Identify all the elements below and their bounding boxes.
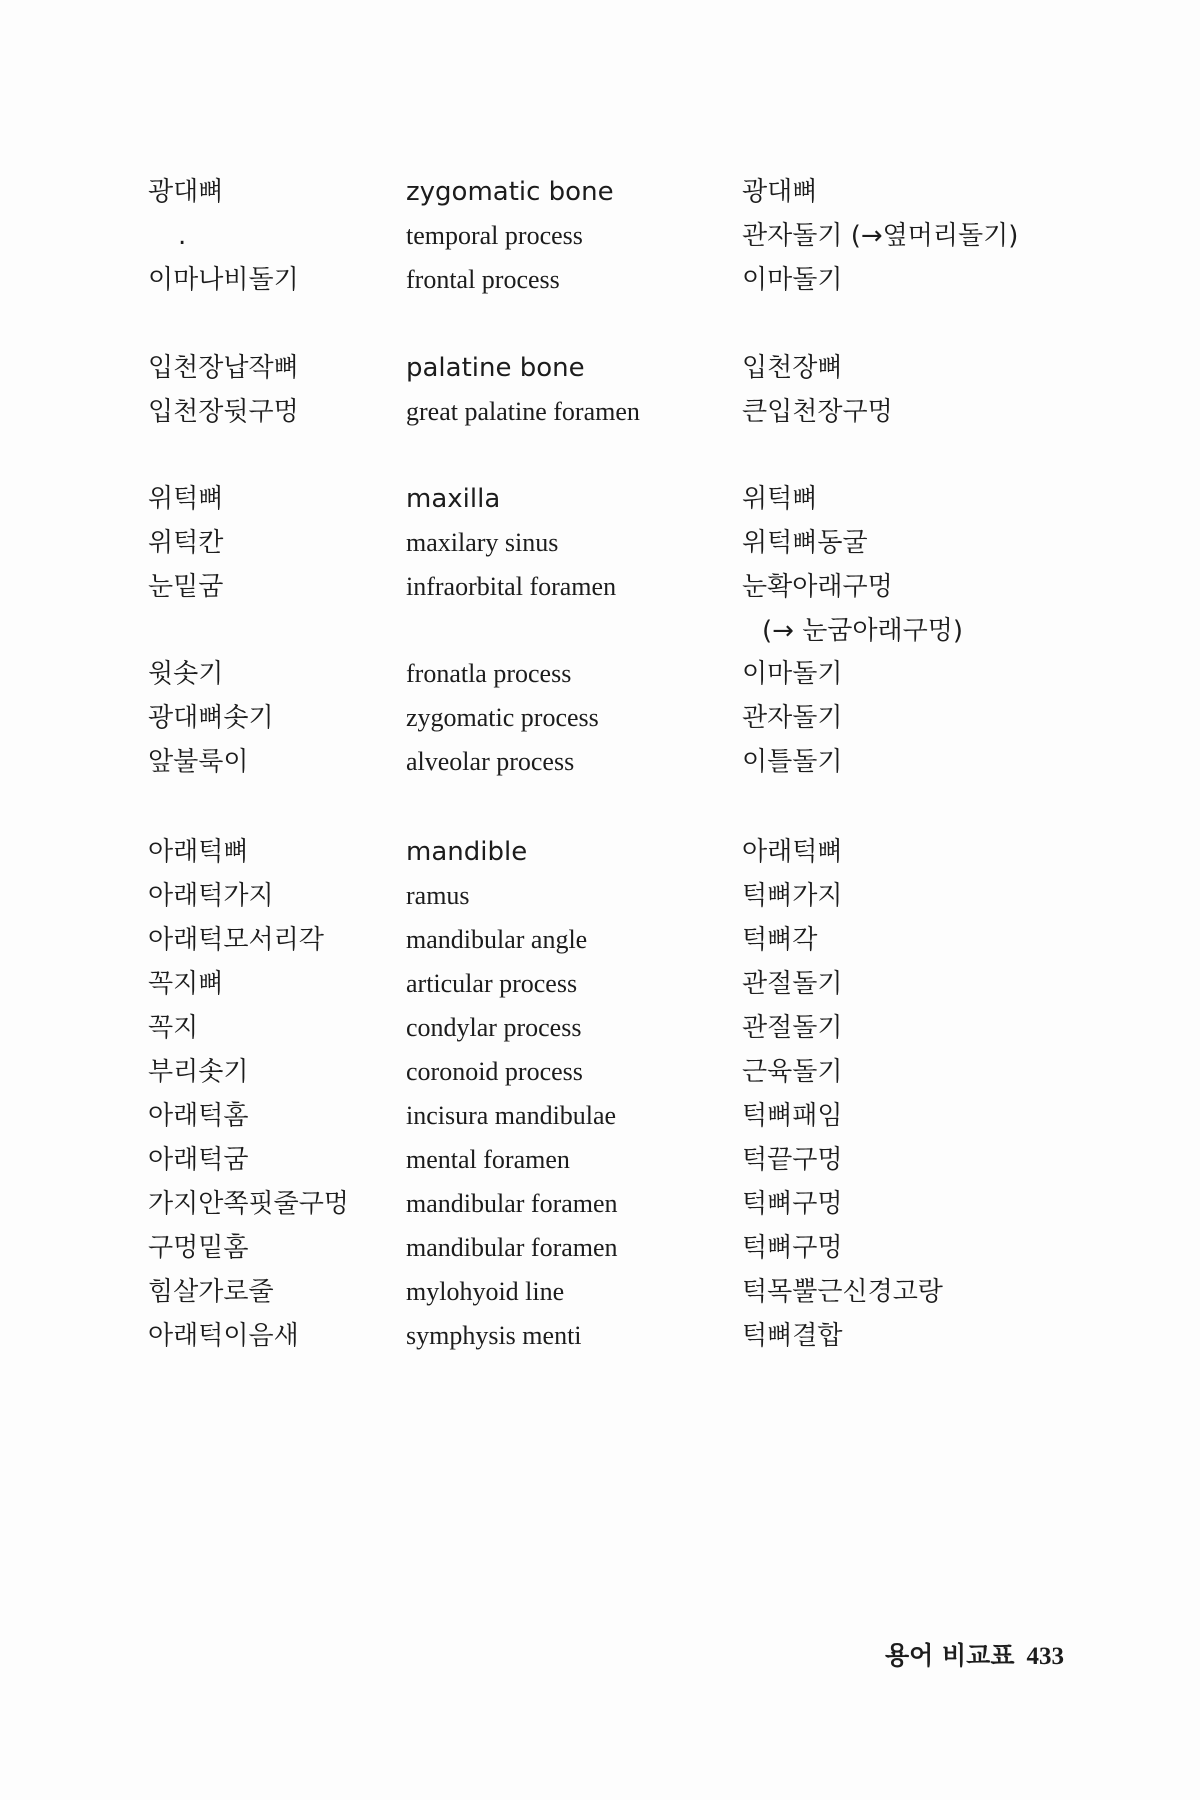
new-term: 근육돌기 xyxy=(742,1057,843,1087)
old-term: 힘살가로줄 xyxy=(148,1277,274,1307)
table-row xyxy=(0,1094,1200,1138)
page-footer xyxy=(885,1634,1064,1678)
old-term: 구멍밑홈 xyxy=(148,1233,249,1263)
new-term: 턱뼈구멍 xyxy=(742,1233,843,1263)
new-term-alternate: (→ 눈굼아래구멍) xyxy=(762,616,964,646)
table-row xyxy=(0,962,1200,1006)
english-term: mandibular foramen xyxy=(406,1233,618,1262)
old-term: 앞불룩이 xyxy=(148,747,249,777)
old-term: 눈밑굼 xyxy=(148,572,224,602)
old-term: 꼭지뼈 xyxy=(148,969,224,999)
table-row xyxy=(0,390,1200,434)
new-term: 관자돌기 xyxy=(742,703,843,733)
new-term: 관절돌기 xyxy=(742,1013,843,1043)
table-row xyxy=(0,696,1200,740)
new-term: 이마돌기 xyxy=(742,659,843,689)
table-row xyxy=(0,1314,1200,1358)
old-term: 꼭지 xyxy=(148,1013,199,1043)
english-term: infraorbital foramen xyxy=(406,572,617,601)
new-term: 광대뼈 xyxy=(742,177,818,207)
table-row xyxy=(0,521,1200,565)
english-term: great palatine foramen xyxy=(406,397,640,426)
table-row xyxy=(0,346,1200,390)
new-term: 위턱뼈동굴 xyxy=(742,528,868,558)
english-term: ramus xyxy=(406,881,470,910)
old-term: 윗솟기 xyxy=(148,659,224,689)
new-term: 턱뼈구멍 xyxy=(742,1189,843,1219)
english-term: maxilary sinus xyxy=(406,528,559,557)
table-row xyxy=(0,740,1200,784)
english-term: temporal process xyxy=(406,221,583,250)
old-term: 아래턱굼 xyxy=(148,1145,249,1175)
english-term: incisura mandibulae xyxy=(406,1101,617,1130)
new-term: 관자돌기 (→옆머리돌기) xyxy=(742,221,1019,251)
new-term: 입천장뼈 xyxy=(742,353,843,383)
new-term: 이틀돌기 xyxy=(742,747,843,777)
table-row xyxy=(0,170,1200,214)
old-term: 부리솟기 xyxy=(148,1057,249,1087)
old-term: 아래턱홈 xyxy=(148,1101,249,1131)
table-row xyxy=(0,258,1200,302)
table-row xyxy=(0,1006,1200,1050)
english-term: alveolar process xyxy=(406,747,575,776)
page-number: 433 xyxy=(1026,1643,1064,1670)
table-row xyxy=(0,652,1200,696)
new-term: 턱목뿔근신경고랑 xyxy=(742,1277,943,1307)
english-term: zygomatic bone xyxy=(406,177,614,207)
table-row xyxy=(0,1182,1200,1226)
new-term: 턱뼈가지 xyxy=(742,881,843,911)
english-term: coronoid process xyxy=(406,1057,583,1086)
new-term: 턱뼈패임 xyxy=(742,1101,843,1131)
old-term: 입천장뒷구멍 xyxy=(148,397,299,427)
footer-title: 용어 비교표 xyxy=(885,1641,1015,1670)
table-row xyxy=(0,214,1200,258)
new-term: 턱끝구멍 xyxy=(742,1145,843,1175)
new-term: 눈확아래구멍 xyxy=(742,572,893,602)
table-row xyxy=(0,1050,1200,1094)
old-term: 아래턱가지 xyxy=(148,881,274,911)
new-term: 이마돌기 xyxy=(742,265,843,295)
english-term: palatine bone xyxy=(406,353,585,383)
old-term: 입천장납작뼈 xyxy=(148,353,299,383)
english-term: condylar process xyxy=(406,1013,582,1042)
table-row xyxy=(0,477,1200,521)
table-row xyxy=(0,918,1200,962)
table-row xyxy=(0,565,1200,609)
old-term: 이마나비돌기 xyxy=(148,265,299,295)
new-term: 위턱뼈 xyxy=(742,484,818,514)
english-term: frontal process xyxy=(406,265,560,294)
old-term: 아래턱뼈 xyxy=(148,837,249,867)
table-row xyxy=(0,1270,1200,1314)
term-group-mandible xyxy=(0,830,1200,1358)
english-term: mandibular angle xyxy=(406,925,588,954)
old-term: 위턱칸 xyxy=(148,528,224,558)
new-term: 턱뼈결합 xyxy=(742,1321,843,1351)
old-term: 아래턱이음새 xyxy=(148,1321,299,1351)
english-term: maxilla xyxy=(406,484,501,514)
term-group-zygomatic xyxy=(0,170,1200,302)
english-term: symphysis menti xyxy=(406,1321,582,1350)
old-term: 광대뼈솟기 xyxy=(148,703,274,733)
old-term: 위턱뼈 xyxy=(148,484,224,514)
new-term: 턱뼈각 xyxy=(742,925,818,955)
english-term: mandible xyxy=(406,837,528,867)
term-group-palatine xyxy=(0,346,1200,434)
english-term: mylohyoid line xyxy=(406,1277,565,1306)
old-term: 아래턱모서리각 xyxy=(148,925,324,955)
table-row xyxy=(0,830,1200,874)
old-term: 가지안쪽핏줄구멍 xyxy=(148,1189,349,1219)
table-row xyxy=(0,874,1200,918)
english-term: mental foramen xyxy=(406,1145,570,1174)
old-term: . xyxy=(178,221,187,251)
table-row xyxy=(0,1138,1200,1182)
new-term: 큰입천장구멍 xyxy=(742,397,893,427)
old-term: 광대뼈 xyxy=(148,177,224,207)
english-term: fronatla process xyxy=(406,659,572,688)
table-row xyxy=(0,609,1200,653)
new-term: 아래턱뼈 xyxy=(742,837,843,867)
english-term: zygomatic process xyxy=(406,703,599,732)
table-row xyxy=(0,1226,1200,1270)
english-term: articular process xyxy=(406,969,578,998)
english-term: mandibular foramen xyxy=(406,1189,618,1218)
term-group-processes xyxy=(0,652,1200,784)
term-group-maxilla xyxy=(0,477,1200,653)
new-term: 관절돌기 xyxy=(742,969,843,999)
